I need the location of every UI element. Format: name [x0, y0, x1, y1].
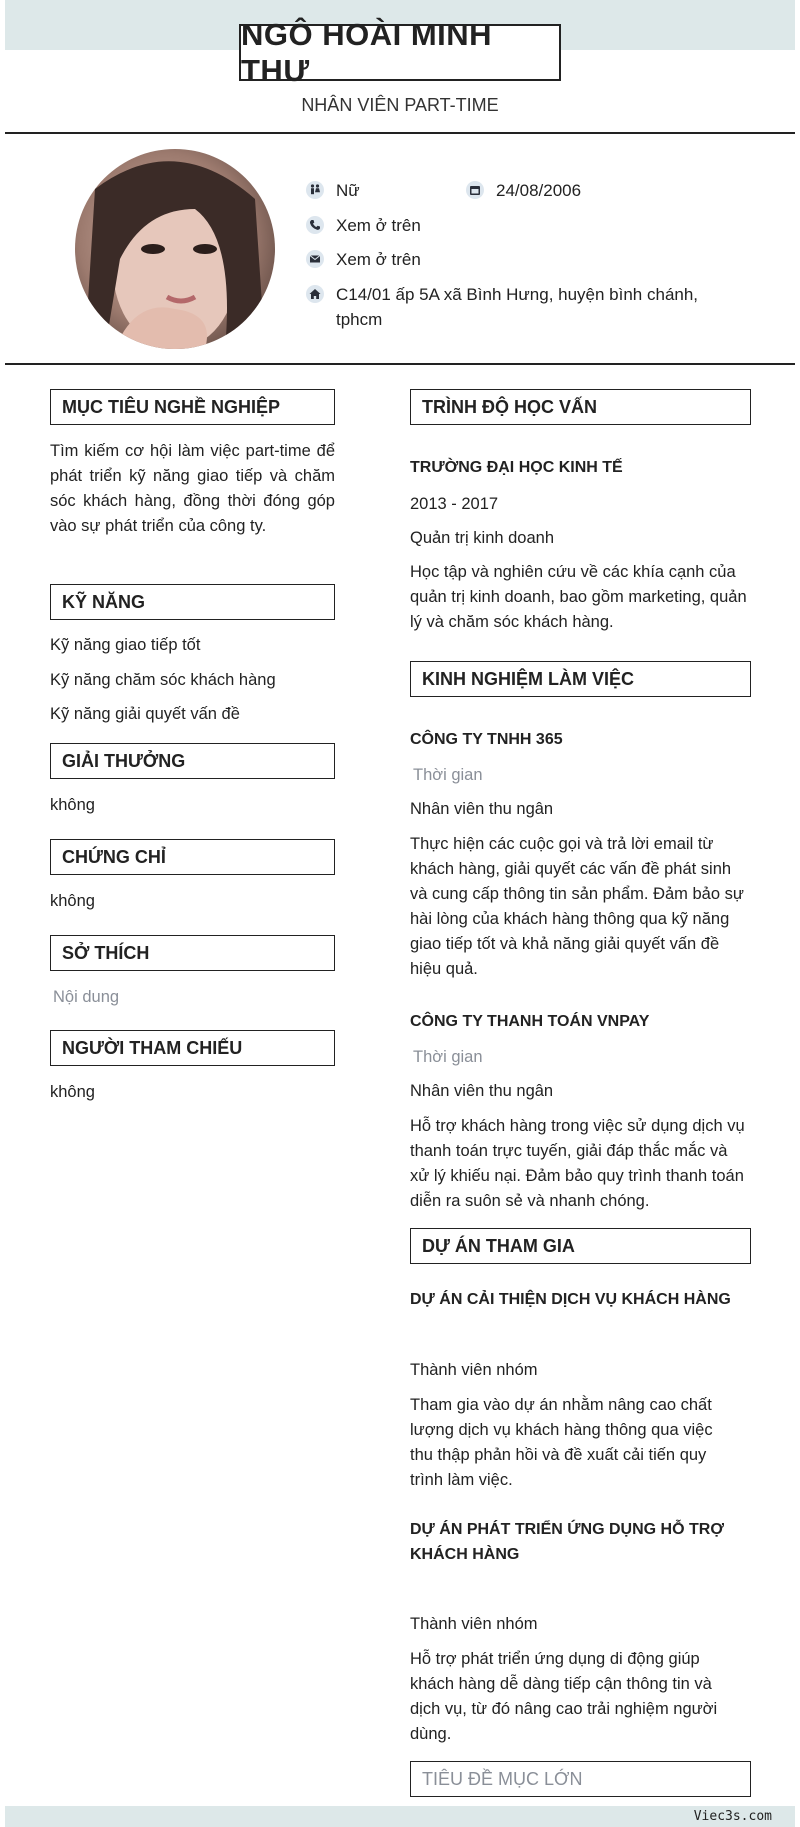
hobbies-text: Nội dung	[53, 988, 120, 1006]
education-period: 2013 - 2017	[410, 495, 499, 513]
projects-heading: DỰ ÁN THAM GIA	[410, 1228, 751, 1264]
home-icon	[306, 285, 324, 303]
experience-heading: KINH NGHIỆM LÀM VIỆC	[410, 661, 751, 697]
hobbies-heading: SỞ THÍCH	[50, 935, 335, 971]
job-description: Hỗ trợ khách hàng trong việc sử dụng dịch vụ thanh toán trực tuyến, giải đáp thắc mắc và xử lý khiếu nại. Đảm bảo quy trình thanh toán diễn ra suôn sẻ và nhanh chóng.	[410, 1117, 745, 1210]
watermark: Viec3s.com	[693, 1809, 772, 1824]
education-description: Học tập và nghiên cứu về các khía cạnh của quản trị kinh doanh, bao gồm marketing, quản lý và chăm sóc khách hàng.	[410, 563, 747, 631]
email-value: Xem ở trên	[336, 250, 421, 269]
job-time: Thời gian	[413, 1048, 483, 1066]
awards-heading: GIẢI THƯỞNG	[50, 743, 335, 779]
address-row	[306, 282, 726, 332]
school-name: TRƯỜNG ĐẠI HỌC KINH TẾ	[410, 459, 623, 476]
objective-text: Tìm kiếm cơ hội làm việc part-time để phát triển kỹ năng giao tiếp và chăm sóc khách hàng, đồng thời đóng góp vào sự phát triển của công ty.	[50, 442, 335, 535]
birthday-row	[466, 178, 581, 203]
skills-heading: KỸ NĂNG	[50, 584, 335, 620]
envelope-icon	[306, 250, 324, 268]
certificates-heading: CHỨNG CHỈ	[50, 839, 335, 875]
references-text: không	[50, 1083, 95, 1101]
objective-heading: MỤC TIÊU NGHỀ NGHIỆP	[50, 389, 335, 425]
divider-top	[5, 132, 795, 134]
job-position: Nhân viên thu ngân	[410, 1082, 554, 1100]
skill-item: Kỹ năng chăm sóc khách hàng	[50, 671, 276, 689]
gender-icon	[306, 181, 324, 199]
phone-icon	[306, 216, 324, 234]
gender-value: Nữ	[336, 181, 360, 200]
gender-row	[306, 178, 360, 203]
awards-text: không	[50, 796, 95, 814]
skill-item: Kỹ năng giải quyết vấn đề	[50, 705, 240, 723]
job-position: Nhân viên thu ngân	[410, 800, 554, 818]
job-company: CÔNG TY THANH TOÁN VNPAY	[410, 1013, 650, 1030]
project-description: Hỗ trợ phát triển ứng dụng di động giúp khách hàng dễ dàng tiếp cận thông tin và dịch vụ, từ đó nâng cao trải nghiệm người dùng.	[410, 1650, 718, 1743]
avatar	[75, 149, 275, 349]
bottom-band	[5, 1806, 795, 1827]
email-row	[306, 247, 421, 272]
project-description: Tham gia vào dự án nhằm nâng cao chất lượng dịch vụ khách hàng thông qua việc thu thập phản hồi và đề xuất cải tiến quy trình làm việc.	[410, 1396, 713, 1489]
project-name: DỰ ÁN PHÁT TRIỂN ỨNG DỤNG HỖ TRỢ KHÁCH HÀNG	[410, 1521, 724, 1563]
project-name: DỰ ÁN CẢI THIỆN DỊCH VỤ KHÁCH HÀNG	[410, 1291, 731, 1308]
address-value: C14/01 ấp 5A xã Bình Hưng, huyện bình chánh, tphcm	[336, 285, 699, 329]
education-heading: TRÌNH ĐỘ HỌC VẤN	[410, 389, 751, 425]
divider-middle	[5, 363, 795, 365]
candidate-name: NGÔ HOÀI MINH THƯ	[239, 24, 561, 81]
phone-value: Xem ở trên	[336, 216, 421, 235]
job-time: Thời gian	[413, 766, 483, 784]
references-heading: NGƯỜI THAM CHIẾU	[50, 1030, 335, 1066]
skill-item: Kỹ năng giao tiếp tốt	[50, 636, 201, 654]
job-title: NHÂN VIÊN PART-TIME	[301, 95, 499, 115]
extra-section-heading: TIÊU ĐỀ MỤC LỚN	[410, 1761, 751, 1797]
certificates-text: không	[50, 892, 95, 910]
job-description: Thực hiện các cuộc gọi và trả lời email từ khách hàng, giải quyết các vấn đề phát sinh và cung cấp thông tin sản phẩm. Đảm bảo sự hài lòng của khách hàng thông qua kỹ năng giao tiếp tốt và khả năng giải quyết vấn đề hiệu quả.	[410, 835, 744, 978]
job-company: CÔNG TY TNHH 365	[410, 731, 563, 748]
project-role: Thành viên nhóm	[410, 1361, 538, 1379]
birthday-value: 24/08/2006	[496, 181, 582, 200]
calendar-icon	[466, 181, 484, 199]
phone-row	[306, 213, 421, 238]
education-major: Quản trị kinh doanh	[410, 529, 555, 547]
project-role: Thành viên nhóm	[410, 1615, 538, 1633]
